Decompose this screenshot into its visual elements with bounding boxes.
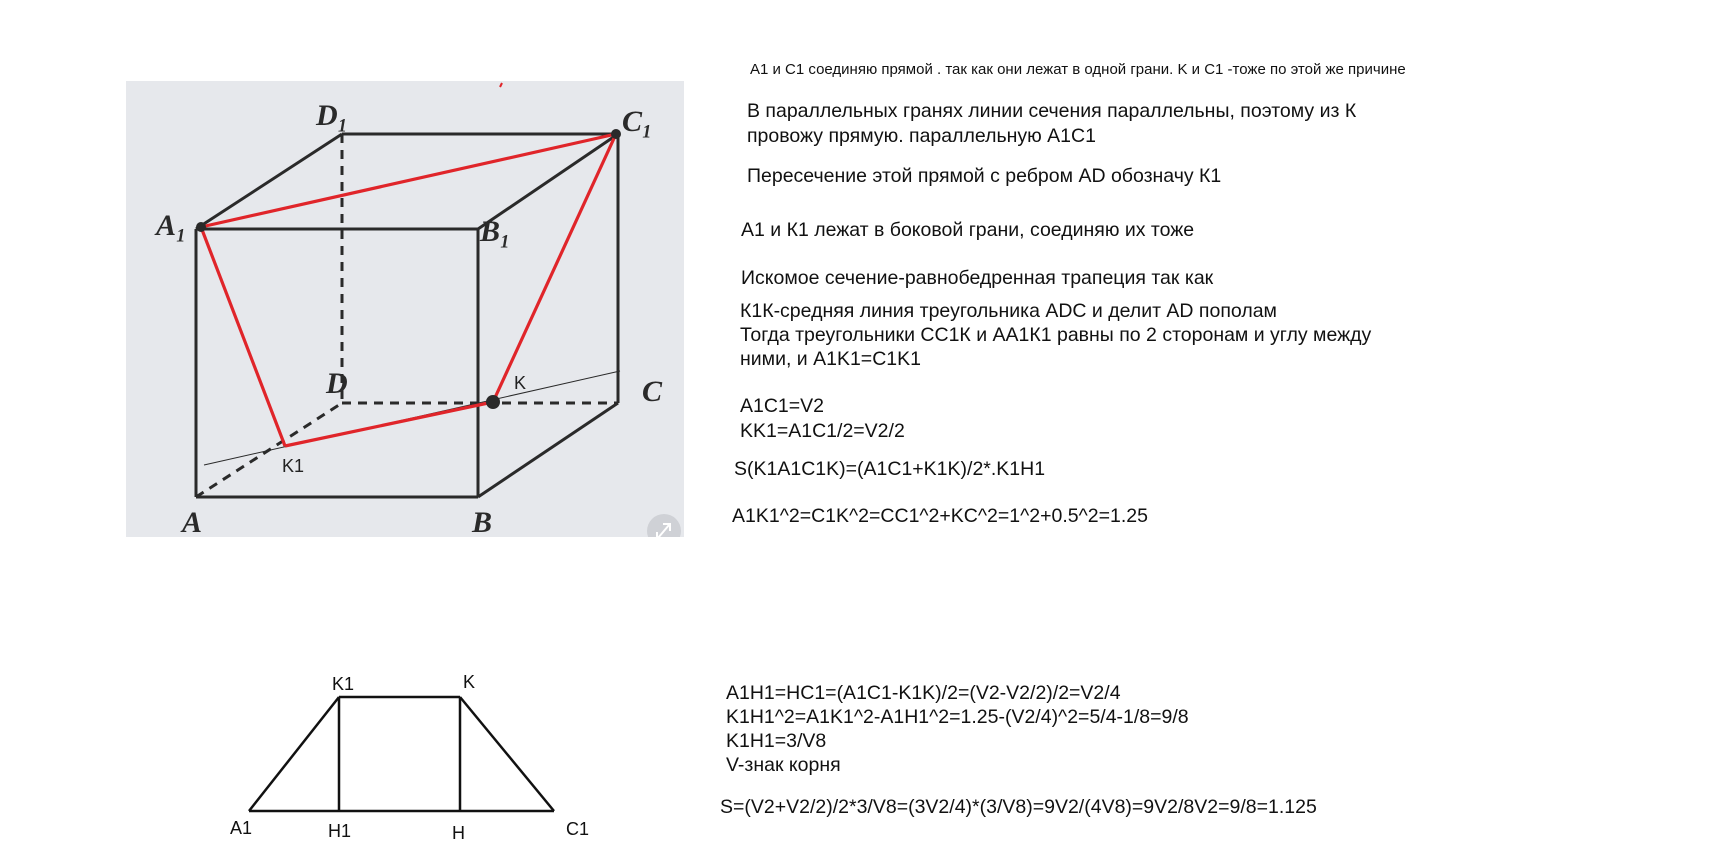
note-line-8: Тогда треугольники СС1К и АА1К1 равны по 2 сторонам и углу между [740,324,1372,346]
section-K1A1 [201,227,285,446]
point-A1 [196,222,206,232]
section-A1C1 [201,134,616,227]
label-B1: B₁ [480,215,511,248]
cube-diagram [126,81,684,537]
note-line-15: K1H1^2=A1K1^2-A1H1^2=1.25-(V2/4)^2=5/4-1/8=9/8 [726,706,1189,728]
trap-label-C1: C1 [566,819,590,839]
note-line-17: V-знак корня [726,754,841,776]
cube-figure [126,81,684,537]
label-A: A [182,506,203,537]
label-C: C [642,375,663,408]
edge-A1D1 [196,134,342,229]
label-B: B [472,506,493,537]
trap-label-H1: H1 [328,821,352,841]
expand-icon[interactable] [647,514,681,537]
label-D: D [326,367,348,400]
trapezoid-diagram [220,660,620,860]
section-trapezoid [201,134,616,446]
label-A1: A₁ [156,209,187,242]
trap-label-H: H [452,823,465,843]
note-line-10: A1C1=V2 [740,395,825,417]
red-mark [500,83,502,87]
note-line-11: KK1=A1C1/2=V2/2 [740,420,905,442]
note-line-5: A1 и К1 лежат в боковой грани, соединяю их тоже [741,219,1195,241]
note-line-9: ними, и A1K1=C1K1 [740,348,921,370]
note-line-14: A1H1=HC1=(A1C1-K1K)/2=(V2-V2/2)/2=V2/4 [726,682,1121,704]
trap-label-K1: K1 [332,674,355,694]
label-D1: D₁ [316,99,349,132]
side-A1K1 [249,697,339,811]
side-KC1 [460,697,554,811]
note-line-2: В параллельных гранях линии сечения параллельны, поэтому из К [747,100,1357,122]
cube-edges [196,134,618,497]
section-KK1 [285,402,493,446]
trap-label-A1: A1 [230,818,253,838]
trapezoid-lines [249,697,554,811]
section-C1K [493,134,616,402]
note-line-12: S(K1A1C1K)=(A1C1+K1K)/2*.K1H1 [734,458,1046,480]
trap-label-K: K [463,672,476,692]
note-line-16: K1H1=3/V8 [726,730,827,752]
point-C1 [611,129,621,139]
label-K: K [514,373,527,393]
note-line-18: S=(V2+V2/2)/2*3/V8=(3V2/4)*(3/V8)=9V2/(4V8)=9V2/8V2=9/8=1.125 [720,796,1317,818]
note-line-13: A1K1^2=C1K^2=CC1^2+KC^2=1^2+0.5^2=1.25 [732,505,1148,527]
trapezoid-figure [220,660,620,860]
label-C1: C₁ [622,105,653,138]
note-line-3: провожу прямую. параллельную A1C1 [747,125,1096,147]
edge-BC [478,403,618,497]
note-line-6: Искомое сечение-равнобедренная трапеция так как [741,267,1214,289]
point-K [486,395,500,409]
note-line-1: A1 и C1 соединяю прямой . так как они лежат в одной грани. K и C1 -тоже по этой же причине [750,61,1406,78]
label-K1: K1 [282,456,305,476]
note-line-4: Пересечение этой прямой с ребром AD обозначу К1 [747,165,1222,187]
note-line-7: К1К-средняя линия треугольника ADC и делит AD пополам [740,300,1277,322]
